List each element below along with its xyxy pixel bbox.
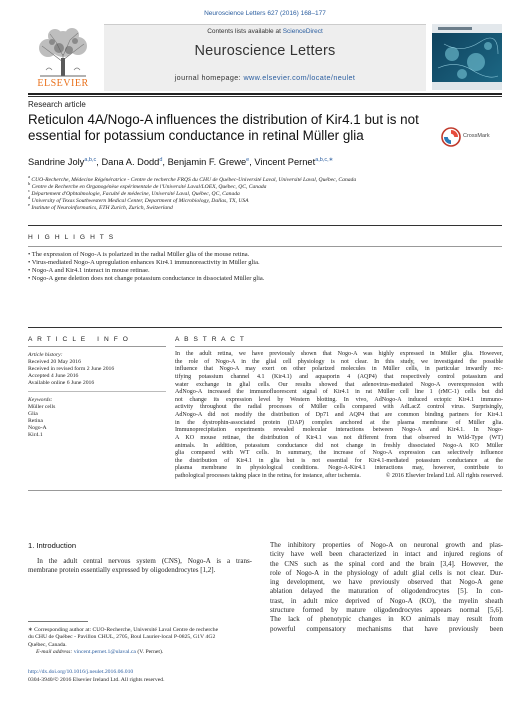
- history-date: Accepted 4 June 2016: [28, 373, 79, 379]
- affiliation-text: Département d'Ophtalmologie, Faculté de médecine, Université Laval, Québec, QC, Canada: [31, 190, 240, 197]
- history-date: Received 20 May 2016: [28, 359, 81, 365]
- article-info-heading: A R T I C L E I N F O: [28, 336, 130, 343]
- section-heading: 1. Introduction: [28, 541, 77, 550]
- footnote-line: Québec, Canada.: [28, 641, 67, 648]
- author-affiliation-marker: e: [246, 157, 250, 163]
- abstract-line: glia compared with WT cells. In summary, the increase of Nogo-A expression can selectively influence: [175, 450, 503, 457]
- keyword[interactable]: Nogo-A: [28, 425, 47, 431]
- body-line: structure formed by mature oligodendrocytes appears normal [5,6].: [270, 606, 503, 615]
- keyword[interactable]: Kir4.1: [28, 432, 43, 438]
- body-line: role of Nogo-A in the physiology of adult glial cells is not clear. Dur-: [270, 568, 503, 577]
- author-list: Sandrine Joly$^{a,b,c}$, Dana A. Dodd$^d$, Benjamin F. Grewe$^e$, Vincent Pernet$^{a,b,c,∗}$: [28, 157, 334, 168]
- footnote-line: du CHU de Québec - Pavillon CHUL, 2705, Boul Laurier-local P-0825, G1V 4G2: [28, 634, 216, 641]
- header-rule-thin: [28, 96, 502, 97]
- body-line: ablation delayed the maturation of oligodendrocytes [5]. In con-: [270, 587, 503, 596]
- sciencedirect-link[interactable]: ScienceDirect: [282, 28, 323, 35]
- footnote-rule: [28, 621, 88, 622]
- title-line: essential for potassium conductance in retinal Müller glia: [28, 128, 364, 143]
- affiliation-text: CUO-Recherche, Médecine Régénératrice - Centre de recherche FRQS du CHU de Québec-Université Laval, Université Laval, Québec, Canada: [31, 176, 357, 183]
- affiliation-key: a: [28, 174, 30, 179]
- keyword[interactable]: Glia: [28, 411, 38, 417]
- author-email-link[interactable]: vincent.pernet.1@ulaval.ca: [73, 649, 136, 656]
- highlight-item: • Virus-mediated Nogo-A upregulation enhances Kir4.1 immunoreactivity in Müller glia.: [28, 259, 260, 266]
- body-line: membrane protein essentially expressed by oligodendrocytes [1,2].: [28, 566, 216, 575]
- crossmark-icon: [441, 127, 461, 147]
- highlight-item: • The expression of Nogo-A is polarized in the radial Müller glia of the mouse retina.: [28, 251, 250, 258]
- crossmark-label: CrossMark: [463, 133, 490, 139]
- body-line: powerful compensatory mechanisms that have previously been: [270, 624, 503, 633]
- doi-link[interactable]: http://dx.doi.org/10.1016/j.neulet.2016.06.010: [28, 669, 134, 675]
- highlights-divider: [28, 246, 502, 247]
- highlight-text: Nogo-A and Kir4.1 interact in mouse retinae.: [31, 267, 150, 274]
- body-line: In the adult central nervous system (CNS), Nogo-A is a trans-: [37, 557, 252, 565]
- highlights-rule: [28, 225, 502, 226]
- article-type: Research article: [28, 100, 86, 109]
- info-rule: [28, 327, 502, 328]
- abstract-line: A KO mouse retinae, the distribution of Kir4.1 was not different from that observed in Wild-Type (WT): [175, 434, 503, 441]
- title-line: Reticulon 4A/Nogo-A influences the distribution of Kir4.1 but is not: [28, 112, 419, 127]
- author-name[interactable]: Vincent Pernet: [254, 157, 316, 168]
- affiliation-text: Institute of Neuroinformatics, ETH Zurich, Zurich, Switzerland: [31, 204, 173, 211]
- abstract-line: influence that Nogo-A may exert on other polarized molecules in Müller cells, in particular inwardly rec-: [175, 366, 503, 373]
- author-affiliation-marker: d: [159, 157, 163, 163]
- elsevier-wordmark: ELSEVIER: [37, 78, 89, 89]
- body-line: ticity have well been characterized in intact and injured regions of: [270, 550, 503, 559]
- body-line: The inhibitory properties of Nogo-A on neuronal growth and plas-: [270, 541, 503, 549]
- abstract-line: In the adult retina, we have previously shown that Nogo-A was highly expressed in Müller glia. However,: [175, 351, 503, 357]
- keywords-label: Keywords:: [28, 397, 53, 403]
- affiliation-key: c: [28, 188, 30, 193]
- author-name[interactable]: Benjamin F. Grewe: [167, 157, 247, 168]
- abstract-line: plasma membrane in physiological conditions. Nogo-A-Kir4.1 interactions may, however, contribute to: [175, 465, 503, 472]
- corresponding-author-note: [28, 627, 218, 657]
- abstract-line: the role of Nogo-A in the glial cell physiology is not clear. In this study, we investigated the possible: [175, 358, 503, 365]
- history-date: Available online 6 June 2016: [28, 380, 95, 386]
- issn-copyright: 0304-3940/© 2016 Elsevier Ireland Ltd. All rights reserved.: [28, 677, 165, 683]
- journal-header: [28, 24, 502, 90]
- author-name[interactable]: Sandrine Joly: [28, 157, 85, 168]
- author-affiliation-marker: a,b,c: [84, 157, 97, 163]
- abstract-line: pathological processes taking place in the retina, for instance, after ischemia.: [175, 473, 361, 479]
- history-date: Received in revised form 2 June 2016: [28, 366, 115, 372]
- crossmark-badge[interactable]: [441, 122, 503, 152]
- affiliation-key: b: [28, 181, 31, 186]
- homepage-prefix: journal homepage:: [174, 73, 244, 82]
- affiliation-key: d: [28, 195, 31, 200]
- author-affiliation-marker: a,b,c,∗: [315, 157, 334, 163]
- body-line: ing development, we have previously observed that Nogo-A gene: [270, 578, 503, 587]
- email-line: [28, 649, 218, 656]
- journal-banner: [104, 24, 426, 91]
- abstract-heading: A B S T R A C T: [175, 336, 246, 343]
- affiliation-text: Centre de Recherche en Organogénèse expérimentale de l'Université Laval/LOEX, Québec, QC, Canada: [31, 183, 267, 190]
- journal-homepage: [104, 73, 426, 82]
- article-history-label: Article history:: [28, 352, 63, 358]
- highlight-item: • Nogo-A gene deletion does not change potassium conductance in dissociated Müller glia.: [28, 275, 265, 282]
- journal-citation[interactable]: Neuroscience Letters 627 (2016) 168–177: [204, 10, 326, 17]
- highlight-text: The expression of Nogo-A is polarized in the radial Müller glia of the mouse retina.: [31, 251, 250, 258]
- copyright-notice: © 2016 Elsevier Ireland Ltd. All rights reserved.: [385, 473, 503, 479]
- affiliation-key: e: [28, 202, 30, 207]
- abstract-line: AdNogo-A did not modify the distribution of Dp71 and AQP4 that are common binding partners for Kir4.1: [175, 412, 503, 418]
- abstract-line: not change its expression level by Western blotting. In vivo, AdNogo-A induced ectopic Kir4.1 immuno-: [175, 396, 503, 403]
- body-line: the CNS such as the spinal cord and the brain [3,4]. However, the: [270, 559, 503, 568]
- highlight-item: • Nogo-A and Kir4.1 interact in mouse retinae.: [28, 267, 150, 274]
- contents-prefix: Contents lists available at: [207, 28, 283, 35]
- elsevier-logo[interactable]: [28, 24, 98, 90]
- abstract-line: water exchange in glial cells. Our results showed that adenovirus-mediated Nogo-A overexpression with: [175, 381, 503, 388]
- abstract-end-rule: [28, 490, 502, 491]
- keyword[interactable]: Müller cells: [28, 404, 56, 410]
- homepage-link[interactable]: www.elsevier.com/locate/neulet: [243, 73, 356, 82]
- abstract-divider: [175, 346, 503, 347]
- abstract-line: activity throughout the radial processes of Müller cells compared with AdLacZ control virus. Surprisingly,: [175, 404, 503, 411]
- journal-cover-thumbnail[interactable]: [432, 24, 502, 90]
- article-info-divider: [28, 346, 166, 347]
- article-title: [28, 112, 448, 144]
- abstract-line: tifying potassium channel 4.1 (Kir4.1) and aquaporin 4 (AQP4) that respectively control potassium and: [175, 373, 503, 380]
- keywords-divider: [28, 391, 166, 392]
- abstract-line: the distribution of Kir4.1 in glia but is not essential for Kir4.1-mediated potassium conductance at the: [175, 457, 503, 464]
- highlight-text: Virus-mediated Nogo-A upregulation enhances Kir4.1 immunoreactivity in Müller glia.: [31, 259, 260, 266]
- keyword[interactable]: Retina: [28, 418, 43, 424]
- footnote-line: ∗ Corresponding author at: CUO-Recherche, Université Laval Centre de recherche: [28, 627, 219, 633]
- abstract-line: in the dystrophin-associated protein (DAP) complex anchored at the plasma membrane of Müller glia.: [175, 419, 503, 426]
- journal-name[interactable]: Neuroscience Letters: [194, 43, 336, 59]
- highlights-heading: H I G H L I G H T S: [28, 234, 115, 241]
- header-rule: [28, 93, 502, 95]
- email-suffix: (V. Pernet).: [135, 649, 164, 656]
- body-line: The lack of phenotypic changes in KO animals may result from: [270, 615, 503, 624]
- intro-left-column: [28, 557, 252, 576]
- affiliation: [28, 202, 502, 211]
- abstract-line: AdNogo-A increased the immunofluorescent signal of Kir4.1 in rat Müller cell line 1 (rMC-1) cells but did: [175, 389, 503, 396]
- intro-right-column: [270, 541, 503, 634]
- abstract-line: animals. In addition, potassium conductance did not change in freshly dissociated Nogo-A KO Müller: [175, 442, 503, 449]
- cover-image-icon: [432, 24, 502, 90]
- body-line: trast, in adult mice deprived of Nogo-A (KO), the myelin sheath: [270, 596, 503, 605]
- abstract-line: Immunoprecipitation experiments revealed molecular interactions between Nogo-A and Kir4.1. In Nogo-: [175, 427, 503, 434]
- abstract-body: [175, 351, 503, 481]
- contents-availability: [104, 28, 426, 35]
- affiliation-text: University of Texas Southwestern Medical Center, Department of Microbiology, Dallas, TX, USA: [31, 197, 249, 204]
- highlight-text: Nogo-A gene deletion does not change potassium conductance in dissociated Müller glia.: [31, 275, 265, 282]
- email-label: E-mail address:: [36, 649, 74, 656]
- author-name[interactable]: Dana A. Dodd: [101, 157, 160, 168]
